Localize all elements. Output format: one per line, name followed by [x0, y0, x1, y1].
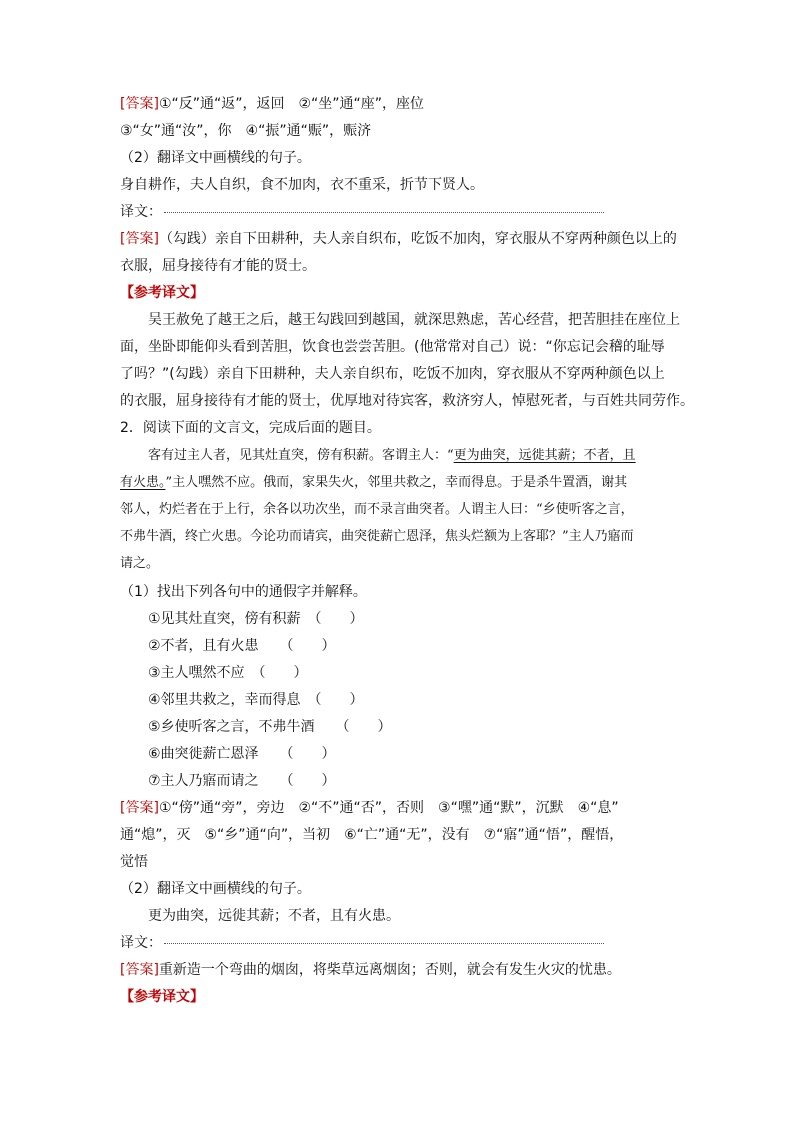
answer-line	[120, 960, 621, 980]
passage-line: 客有过主人者，见其灶直突，傍有积薪。客谓主人：“更为曲突，远徙其薪；不者，且	[148, 448, 636, 463]
reference-heading: 【参考译文】	[120, 285, 204, 301]
answer-blank-line	[164, 212, 604, 213]
answer-tag: [答案]	[120, 231, 159, 247]
underlined-sentence: 更为曲突，远徙其薪；不者，且	[453, 448, 636, 463]
answer-line	[120, 94, 424, 114]
question-item: ④邻里共救之，幸而得息 （ ）	[148, 692, 364, 708]
passage-line: 请之。	[120, 556, 160, 571]
question-item: ⑦主人乃寤而请之 （ ）	[148, 773, 336, 789]
question-item: ①见其灶直突，傍有积薪 （ ）	[148, 611, 364, 627]
answer-text: （勾践）亲自下田耕种，夫人亲自织布，吃饭不加肉，穿衣服从不穿两种颜色以上的	[158, 231, 677, 247]
source-sentence: 身自耕作，夫人自织，食不加肉，衣不重采，折节下贤人。	[120, 177, 484, 193]
answer-tag: [答案]	[120, 800, 159, 816]
translation-label: 译文：	[120, 935, 162, 951]
question-item: ⑤乡使听客之言，不弗牛酒 （ ）	[148, 719, 392, 735]
answer-line	[120, 229, 677, 249]
passage-line: 邻人，灼烂者在于上行，余各以功次坐，而不录言曲突者。人谓主人曰：“乡使听客之言，	[120, 502, 634, 517]
question-item: ⑥曲突徙薪亡恩泽 （ ）	[148, 746, 336, 762]
answer-text: ①“反”通“返”，返回 ②“坐”通“座”，座位	[158, 96, 425, 112]
answer-line: 觉悟	[120, 854, 148, 870]
answer-line: 通“熄”，灭 ⑤“乡”通“向”，当初 ⑥“亡”通“无”，没有 ⑦“寤”通“悟”，醒悟，	[120, 827, 624, 843]
answer-text: 重新造一个弯曲的烟囱，将柴草远离烟囱；否则，就会有发生火灾的忧患。	[158, 962, 621, 978]
reference-text: 的衣服，屈身接待有才能的贤士，优厚地对待宾客，救济穷人，悼慰死者，与百姓共同劳作。	[120, 393, 694, 409]
answer-line: ③“女”通“汝”，你 ④“振”通“赈”，赈济	[120, 123, 372, 139]
answer-tag: [答案]	[120, 962, 159, 978]
answer-tag: [答案]	[120, 96, 159, 112]
answer-line: 衣服，屈身接待有才能的贤士。	[120, 258, 316, 274]
question-item: ③主人嘿然不应 （ ）	[148, 665, 308, 681]
reference-heading: 【参考译文】	[120, 989, 204, 1005]
answer-blank-line	[164, 943, 604, 944]
translation-label: 译文：	[120, 204, 162, 220]
reference-text: 面，坐卧即能仰头看到苦胆，饮食也尝尝苦胆。(他常常对自己）说：“你忘记会稽的耻辱	[120, 339, 665, 355]
reference-text: 了吗？”(勾践）亲自下田耕种，夫人亲自织布，吃饭不加肉，穿衣服从不穿两种颜色以上	[120, 366, 665, 382]
answer-text: ①“傍”通“旁”，旁边 ②“不”通“否”，否则 ③“嘿”通“默”，沉默 ④“息”	[158, 800, 619, 816]
translation-prompt	[120, 933, 604, 953]
reference-text: 吴王赦免了越王之后，越王勾践回到越国，就深思熟虑，苦心经营，把苦胆挂在座位上	[148, 312, 680, 328]
question-item: ②不者，且有火患 （ ）	[148, 638, 336, 654]
question: （2）翻译文中画横线的句子。	[120, 881, 311, 897]
translation-prompt	[120, 202, 604, 222]
section-title: 2．阅读下面的文言文，完成后面的题目。	[120, 420, 381, 436]
source-sentence: 更为曲突，远徙其薪；不者，且有火患。	[148, 908, 400, 924]
passage-line: 有火患。”主人嘿然不应。俄而，家果失火，邻里共救之，幸而得息。于是杀牛置酒，谢其	[120, 475, 628, 490]
underlined-sentence: 有火患。	[120, 475, 166, 490]
question: （2）翻译文中画横线的句子。	[120, 150, 311, 166]
question: （1）找出下列各句中的通假字并解释。	[120, 584, 367, 600]
answer-line	[120, 798, 619, 818]
passage-line: 不弗牛酒，终亡火患。今论功而请宾，曲突徙薪亡恩泽，焦头烂额为上客耶？”主人乃寤而	[120, 529, 634, 544]
